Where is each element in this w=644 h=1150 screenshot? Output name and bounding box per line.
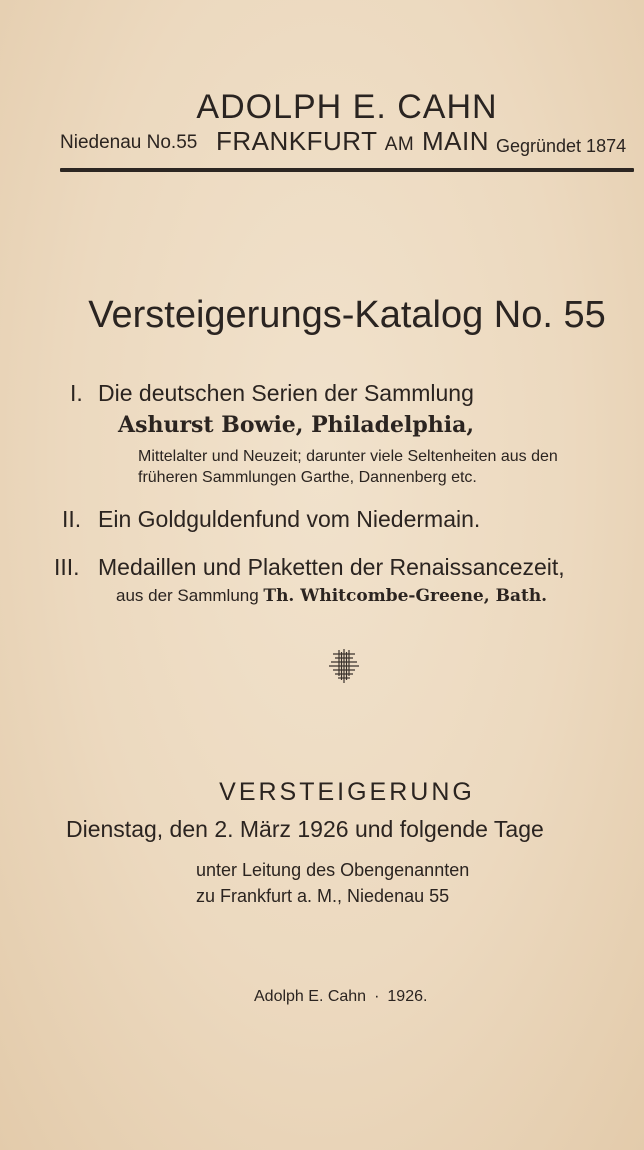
item-2-line1: Ein Goldguldenfund vom Niedermain.	[98, 506, 481, 532]
item-3-line2	[116, 586, 547, 606]
imprint-year: 1926.	[387, 988, 428, 1005]
city-main: MAIN	[421, 126, 489, 156]
item-number-1: I.	[70, 380, 83, 406]
imprint-name: Adolph E. Cahn	[254, 988, 367, 1005]
founded-year: Gegründet 1874	[496, 136, 627, 156]
publisher-city	[216, 126, 489, 157]
item-3-collector: Th. Whitcombe-Greene, Bath.	[263, 586, 548, 606]
imprint	[254, 988, 427, 1006]
city-am: AM	[384, 134, 415, 155]
item-3-line1: Medaillen und Plaketten der Renaissancezeit,	[98, 554, 565, 580]
item-number-2: II.	[62, 506, 82, 532]
auction-heading: VERSTEIGERUNG	[219, 778, 475, 806]
item-1-note1: Mittelalter und Neuzeit; darunter viele Seltenheiten aus den	[138, 448, 558, 465]
item-1-collector: Ashurst Bowie, Philadelphia,	[118, 412, 475, 438]
item-1-line1: Die deutschen Serien der Sammlung	[98, 380, 474, 406]
publisher-address: Niedenau No.55	[60, 132, 198, 153]
item-3-prefix: aus der Sammlung	[116, 586, 259, 605]
item-number-3: III.	[54, 554, 80, 580]
header-rule	[60, 168, 634, 172]
auction-leadership-1: unter Leitung des Obengenannten	[196, 860, 470, 880]
city-name: FRANKFURT	[216, 126, 377, 156]
star-ornament-icon	[327, 648, 361, 689]
auction-leadership-2: zu Frankfurt a. M., Niedenau 55	[196, 886, 450, 906]
item-1-note2: früheren Sammlungen Garthe, Dannenberg etc.	[138, 469, 477, 486]
imprint-separator: ·	[374, 988, 380, 1005]
auction-date: Dienstag, den 2. März 1926 und folgende Tage	[66, 816, 544, 842]
catalog-title: Versteigerungs-Katalog No. 55	[88, 294, 606, 336]
publisher-name: ADOLPH E. CAHN	[196, 88, 498, 126]
